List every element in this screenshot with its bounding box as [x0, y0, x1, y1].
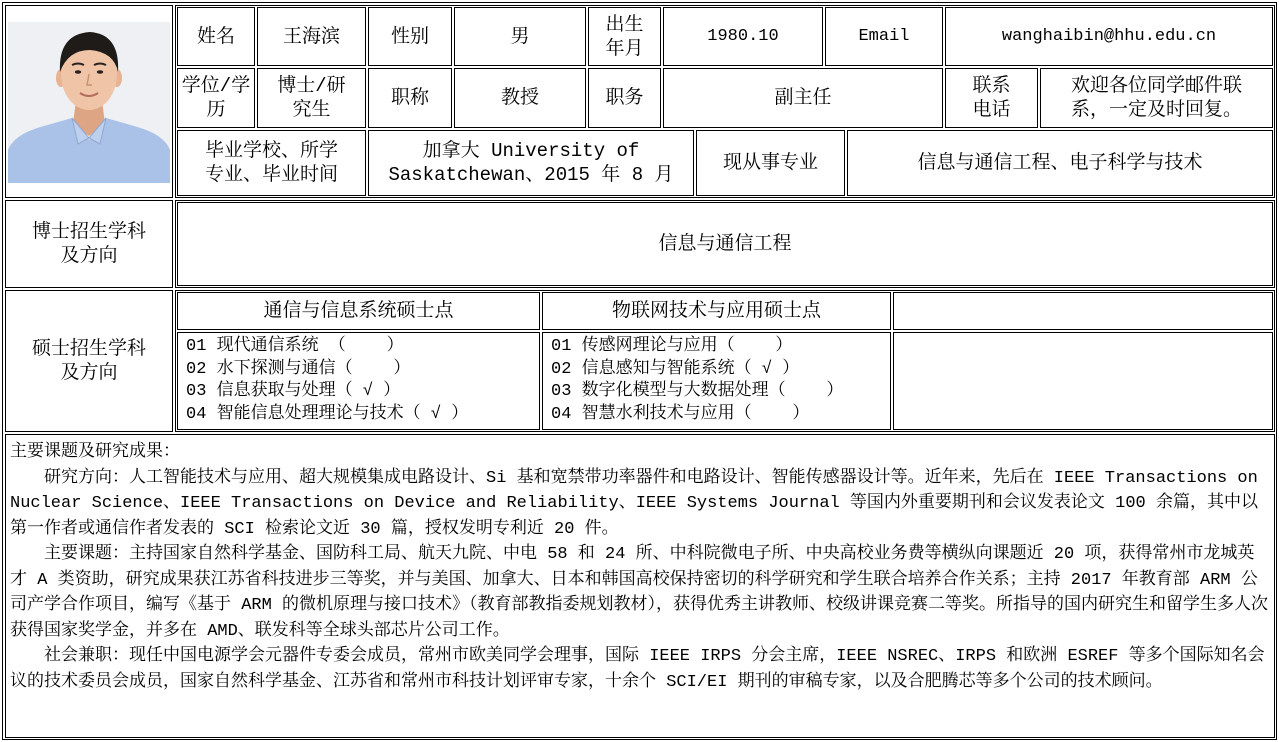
phone-value [1040, 68, 1273, 128]
phd-admission-value [177, 202, 1273, 286]
phd-admission-value-text: 信息与通信工程 [658, 233, 792, 255]
title-value [454, 68, 586, 128]
birth-value [663, 7, 823, 66]
list-item: 02 水下探测与通信（ ） [186, 359, 411, 379]
name-value-text: 王海滨 [282, 25, 340, 48]
research-heading: 主要课题及研究成果： [10, 443, 180, 462]
program-1-header [177, 292, 540, 330]
position-label-text: 职务 [605, 87, 644, 109]
name-label-text: 姓名 [196, 25, 235, 48]
degree-value-text: 博士/研究生 [277, 75, 346, 121]
research-section [5, 434, 1275, 738]
phone-label-text: 联系电话 [972, 75, 1011, 121]
program-2-directions [542, 332, 891, 430]
phd-admission-label [5, 200, 173, 288]
program-3-header [893, 292, 1273, 330]
phd-admission-label-text: 博士招生学科及方向 [31, 221, 146, 267]
email-label [825, 7, 943, 66]
major-value-text: 信息与通信工程、电子科学与技术 [917, 152, 1203, 174]
gender-label [368, 7, 452, 66]
list-item: 01 现代通信系统 （ ） [186, 337, 404, 356]
degree-label [177, 68, 255, 128]
name-label [177, 7, 255, 66]
program-1-directions [177, 332, 540, 430]
master-admission-label [5, 290, 173, 432]
birth-label-text: 出生年月 [605, 13, 644, 60]
list-item: 03 数字化模型与大数据处理（ ） [551, 382, 844, 401]
degree-value [257, 68, 366, 128]
research-paragraph: 社会兼职：现任中国电源学会元器件专委会成员，常州市欧美同学会理事，国际 IEEE IRPS 分会主席，IEEE NSREC、IRPS 和欧洲 ESREF 等多个国际知名会议的技术委员会成员，国家自然科学基金、江苏省和常州市科技计划评审专家，十余个 SCI/EI 期刊的审稿专家，以及合肥腾芯等多个公司的技术顾问。 [10, 647, 1265, 692]
research-paragraph: 主要课题：主持国家自然科学基金、国防科工局、航天九院、中电 58 和 24 所、中科院微电子所、中央高校业务费等横纵向课题近 20 项，获得常州市龙城英才 A 类资助，研究成果获江苏省科技进步三等奖，并与美国、加拿大、日本和韩国高校保持密切的科学研究和学生联合培养合作关系；主持 2017 年教育部 ARM 公司产学合作项目，编写《基于 ARM 的微机原理与接口技术》（教育部教指委规划教材），获得优秀主讲教师、校级讲课竞赛二等奖。所指导的国内研究生和留学生多人次获得国家奖学金，并多在 AMD、联发科等全球头部芯片公司工作。 [10, 545, 1269, 641]
research-paragraph: 研究方向：人工智能技术与应用、超大规模集成电路设计、Si 基和宽禁带功率器件和电路设计、智能传感器设计等。近年来，先后在 IEEE Transactions on Nuclear Science、IEEE Transactions on Device and Reliability、IEEE Systems Journal 等国内外重要期刊和会议发表论文 100 余篇，其中以第一作者或通信作者发表的 SCI 检索论文近 30 篇，授权发明专利近 20 件。 [10, 468, 1258, 539]
program-2-header [542, 292, 891, 330]
position-value-text: 副主任 [774, 87, 832, 109]
gender-label-text: 性别 [390, 25, 429, 48]
program-2-name: 物联网技术与应用硕士点 [611, 300, 821, 322]
title-label [368, 68, 452, 128]
major-label [696, 130, 845, 196]
phone-label [945, 68, 1038, 128]
program-1-name: 通信与信息系统硕士点 [263, 300, 454, 322]
photo-cell [5, 5, 173, 198]
list-item: 01 传感网理论与应用（ ） [551, 337, 793, 356]
list-item: 04 智能信息处理理论与技术（ √ ） [186, 404, 469, 424]
graduation-label-text: 毕业学校、所学专业、毕业时间 [204, 140, 338, 186]
portrait-photo [8, 22, 170, 183]
title-value-text: 教授 [500, 87, 539, 109]
phone-value-text: 欢迎各位同学邮件联系，一定及时回复。 [1070, 75, 1242, 121]
major-label-text: 现从事专业 [722, 152, 818, 174]
email-label-text: Email [858, 26, 910, 46]
email-value-text: wanghaibin@hhu.edu.cn [1001, 26, 1217, 46]
graduation-value [368, 130, 694, 196]
birth-label [588, 7, 661, 66]
position-label [588, 68, 661, 128]
graduation-label [177, 130, 366, 196]
list-item: 02 信息感知与智能系统（ √ ） [551, 359, 800, 379]
list-item: 04 智慧水利技术与应用（ ） [551, 404, 810, 424]
email-value [945, 7, 1273, 66]
master-admission-label-text: 硕士招生学科及方向 [31, 338, 146, 384]
position-value [663, 68, 943, 128]
list-item: 03 信息获取与处理（ √ ） [186, 382, 401, 401]
program-3-directions [893, 332, 1273, 430]
title-label-text: 职称 [390, 87, 429, 109]
gender-value [454, 7, 586, 66]
graduation-value-text: 加拿大 University of Saskatchewan、2015 年 8 月 [388, 140, 674, 186]
degree-label-text: 学位/学历 [181, 75, 251, 121]
name-value [257, 7, 366, 66]
major-value [847, 130, 1273, 196]
gender-value-text: 男 [510, 25, 530, 48]
birth-value-text: 1980.10 [707, 26, 779, 46]
